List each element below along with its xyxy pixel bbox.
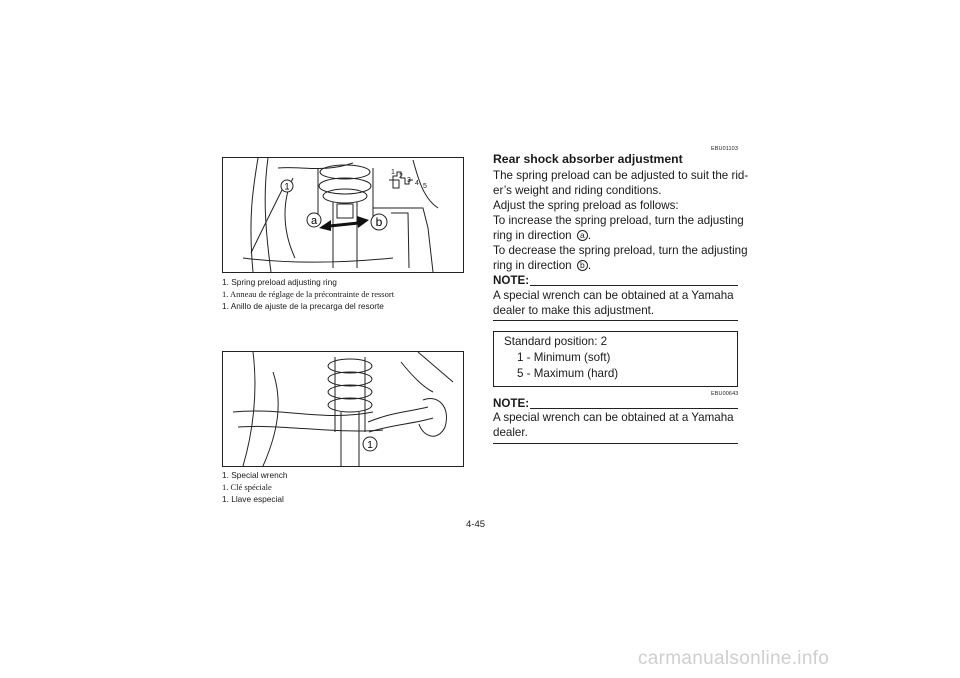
paragraph-preload-intro: The spring preload can be adjusted to suit the rid- er’s weight and riding conditions.: [493, 169, 749, 197]
divider: [530, 285, 738, 286]
svg-text:1: 1: [367, 440, 373, 451]
watermark: carmanualsonline.info: [638, 648, 830, 669]
callout-a: [307, 213, 321, 227]
caption-figure-1: [222, 276, 482, 312]
callout-1: [363, 437, 377, 451]
page-number: 4-45: [466, 519, 486, 530]
caption-figure-2: [222, 469, 482, 505]
note-text: A special wrench can be obtained at a Yamaha dealer.: [493, 411, 734, 439]
scale-number: 1: [391, 169, 395, 176]
scale-number: 2: [399, 173, 403, 180]
figure-special-wrench: [222, 351, 464, 467]
scale-number: 3: [407, 177, 411, 184]
divider: [493, 320, 738, 321]
callout-1: [281, 180, 293, 192]
note-text: A special wrench can be obtained at a Yamaha dealer to make this adjustment.: [493, 289, 734, 317]
standard-position-box: [493, 331, 738, 387]
section-code: EBU00643: [711, 391, 739, 397]
callout-b: [371, 214, 387, 230]
caption-line-es: 1. Anillo de ajuste de la precarga del resorte: [222, 301, 384, 311]
figure-spring-preload: [222, 157, 464, 273]
note-header: [493, 274, 738, 288]
caption-line-fr: 1. Clé spéciale: [222, 482, 272, 492]
direction-b-marker: b: [577, 260, 588, 271]
svg-text:1: 1: [284, 181, 290, 192]
standard-position-min: 1 - Minimum (soft): [517, 351, 611, 364]
svg-text:b: b: [375, 215, 383, 229]
scale-number: 5: [423, 183, 427, 190]
section-heading: Rear shock absorber adjustment: [493, 152, 683, 166]
note-header: [493, 397, 738, 411]
direction-a-marker: a: [577, 230, 588, 241]
standard-position-max: 5 - Maximum (hard): [517, 367, 619, 380]
special-wrench-illustration: [223, 352, 463, 466]
paragraph-increase-preload: To increase the spring preload, turn the adjusting ring in direction a .: [493, 214, 744, 242]
divider: [530, 408, 738, 409]
caption-line-fr: 1. Anneau de réglage de la précontrainte de ressort: [222, 289, 395, 299]
paragraph-adjust-as-follows: Adjust the spring preload as follows:: [493, 199, 679, 212]
note-label: NOTE:: [493, 397, 530, 410]
caption-line-en: 1. Special wrench: [222, 470, 288, 480]
shock-absorber-illustration: [223, 158, 463, 272]
paragraph-decrease-preload: To decrease the spring preload, turn the adjusting ring in direction b .: [493, 244, 748, 272]
scale-number: 4: [415, 180, 419, 187]
caption-line-en: 1. Spring preload adjusting ring: [222, 277, 337, 287]
svg-text:a: a: [310, 215, 318, 227]
section-code: EBU01103: [711, 146, 738, 152]
standard-position-title: Standard position: 2: [504, 335, 608, 348]
divider: [493, 443, 738, 444]
caption-line-es: 1. Llave especial: [222, 494, 284, 504]
note-label: NOTE:: [493, 274, 530, 287]
